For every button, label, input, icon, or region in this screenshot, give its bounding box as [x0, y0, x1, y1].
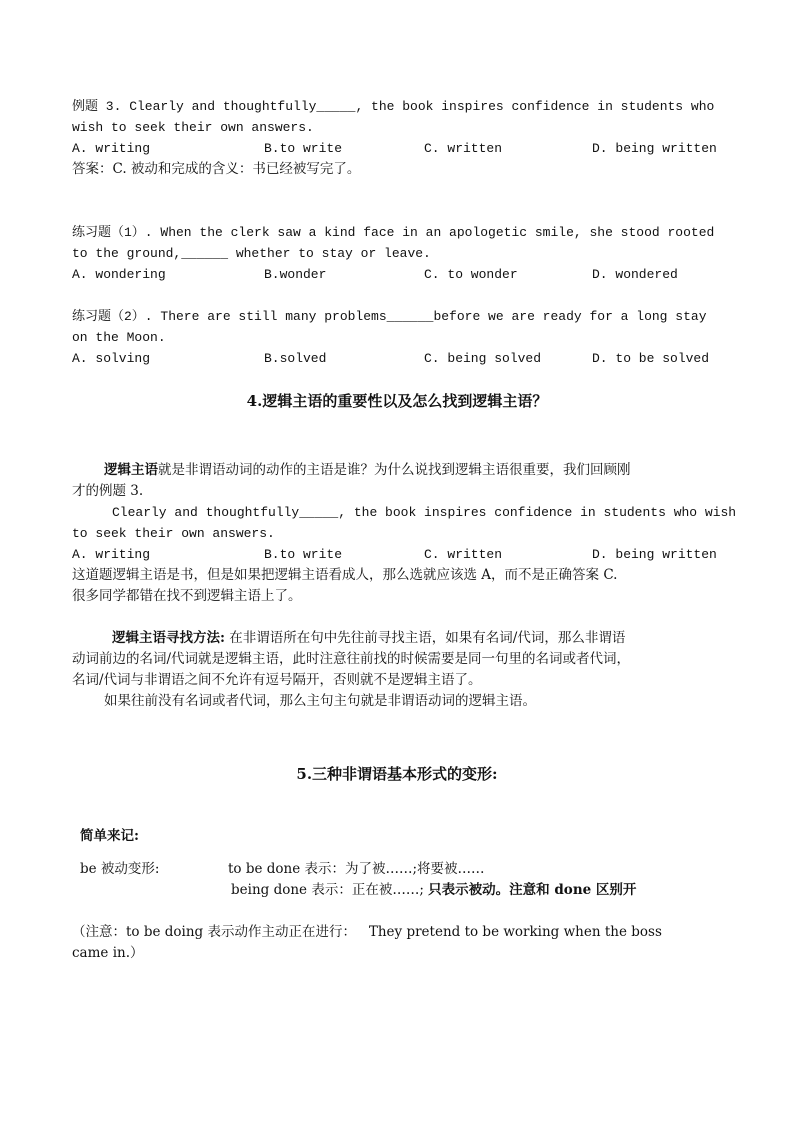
passive-row2: [72, 880, 722, 901]
passive-row1: [72, 859, 722, 880]
passive-emphasis: 只表示被动。注意和 done 区别开: [428, 882, 637, 898]
method-term: 逻辑主语寻找方法:: [112, 630, 225, 646]
option-c: C. written: [424, 547, 503, 562]
section4-intro-line2: 才的例题 3.: [72, 483, 144, 499]
option-c: C. being solved: [424, 351, 542, 366]
example3-question-line2: wish to seek their own answers.: [72, 120, 314, 135]
passive-line2: being done 表示：正在被……; 只表示被动。注意和 done 区别开: [231, 882, 637, 898]
practice2-question-line2: on the Moon.: [72, 330, 166, 345]
simple-note: 简单来记:: [80, 828, 139, 844]
passive-label: be 被动变形:: [80, 861, 160, 877]
note-line2: came in.）: [72, 945, 144, 961]
practice1-options: [72, 264, 722, 285]
practice2-options: [72, 348, 722, 369]
practice1-question-line2: to the ground,______ whether to stay or leave.: [72, 246, 431, 261]
practice2-question-line1: 练习题（2）. There are still many problems______before we are ready for a long stay: [72, 309, 707, 324]
section4-method-line1: 逻辑主语寻找方法: 在非谓语所在句中先往前寻找主语，如果有名词/代词，那么非谓语: [112, 630, 626, 646]
section4-options: [72, 544, 722, 565]
note-line1: （注意：to be doing 表示动作主动正在进行： They pretend to be working when the boss: [72, 924, 662, 940]
option-d: D. wondered: [592, 267, 678, 282]
section4-explain-line1: 这道题逻辑主语是书，但是如果把逻辑主语看成人，那么选就应该选 A，而不是正确答案 C.: [72, 567, 618, 583]
logic-subject-term: 逻辑主语: [104, 462, 158, 478]
option-b: B.solved: [264, 351, 327, 366]
section4-heading: 4.逻辑主语的重要性以及怎么找到逻辑主语？: [246, 392, 548, 410]
section4-repeat-line2: to seek their own answers.: [72, 526, 275, 541]
option-d: D. being written: [592, 141, 717, 156]
option-c: C. written: [424, 141, 503, 156]
option-b: B.to write: [264, 547, 343, 562]
section4-method-line3: 名词/代词与非谓语之间不允许有逗号隔开，否则就不是逻辑主语了。: [72, 672, 482, 688]
section5-heading: 5.三种非谓语基本形式的变形:: [296, 765, 498, 783]
section4-method-line2: 动词前边的名词/代词就是逻辑主语，此时注意往前找的时候需要是同一句里的名词或者代词，: [72, 651, 631, 667]
passive-line1: to be done 表示：为了被……;将要被……: [228, 861, 485, 877]
option-a: A. writing: [72, 141, 151, 156]
option-a: A. writing: [72, 547, 151, 562]
example3-options: [72, 138, 722, 159]
option-a: A. wondering: [72, 267, 166, 282]
example3-question-line1: 例题 3. Clearly and thoughtfully_____, the book inspires confidence in students who: [72, 99, 715, 114]
option-c: C. to wonder: [424, 267, 518, 282]
section4-explain-line2: 很多同学都错在找不到逻辑主语上了。: [72, 588, 302, 604]
option-d: D. being written: [592, 547, 717, 562]
section4-repeat-line1: Clearly and thoughtfully_____, the book inspires confidence in students who wish: [112, 505, 737, 520]
practice1-question-line1: 练习题（1）. When the clerk saw a kind face in an apologetic smile, she stood rooted: [72, 225, 715, 240]
option-d: D. to be solved: [592, 351, 710, 366]
example3-answer: 答案：C. 被动和完成的含义：书已经被写完了。: [72, 161, 361, 177]
option-b: B.wonder: [264, 267, 327, 282]
document-page: [72, 96, 737, 964]
option-b: B.to write: [264, 141, 343, 156]
section4-method-line4: 如果往前没有名词或者代词，那么主句主句就是非谓语动词的逻辑主语。: [104, 693, 536, 709]
section4-intro: 逻辑主语就是非谓语动词的动作的主语是谁？为什么说找到逻辑主语很重要，我们回顾刚: [104, 462, 631, 478]
option-a: A. solving: [72, 351, 151, 366]
